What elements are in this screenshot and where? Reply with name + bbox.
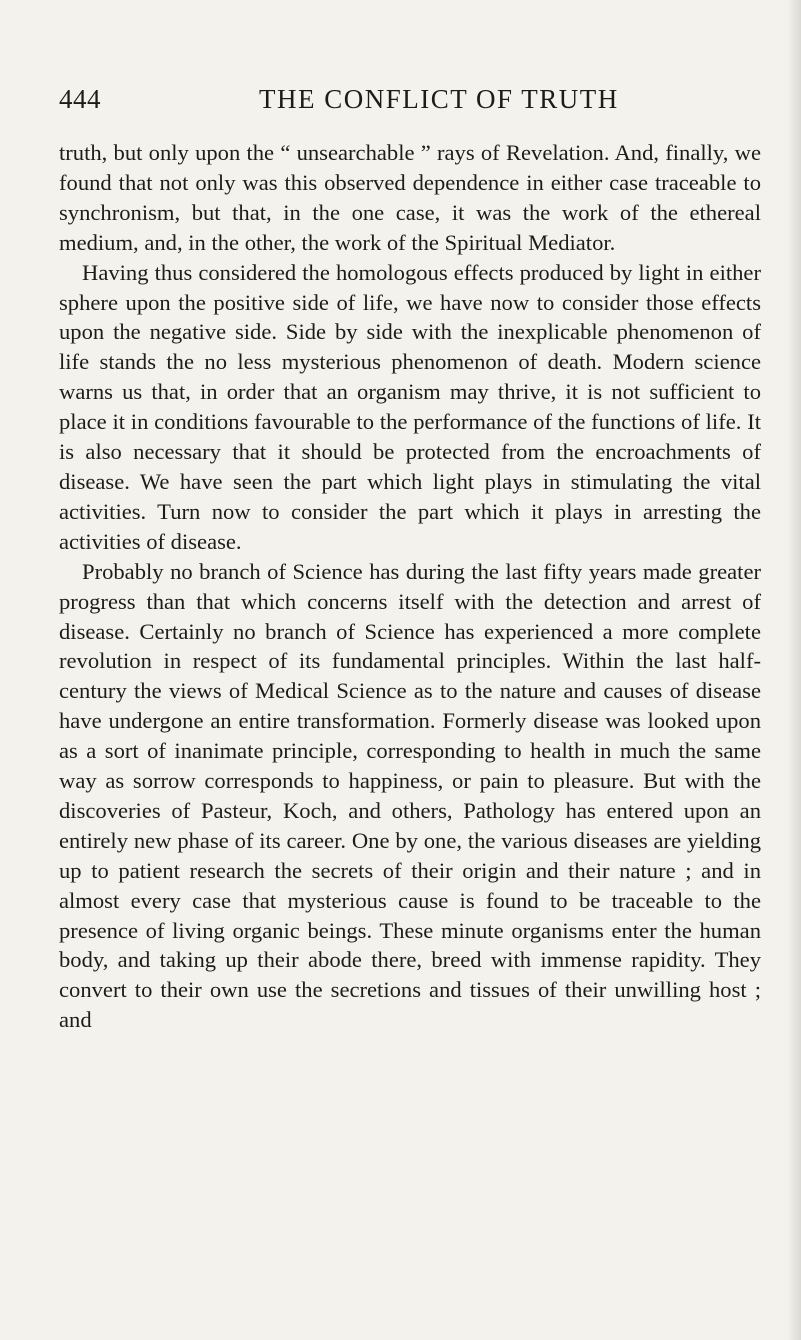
running-head: THE CONFLICT OF TRUTH [259,84,619,114]
page-header [59,84,761,120]
paragraph-1: truth, but only upon the “ unsearchable ” rays of Revelation. And, finally, we found that not only was this observed dependence in either case traceable to synchronism, but that, in the one case, it was the work of the ethereal medium, and, in the other, the work of the Spiritual Mediator. [59,140,761,255]
paragraph-3: Probably no branch of Science has during the last fifty years made greater progress than that which concerns itself with the detection and arrest of disease. Certainly no branch of Science has experienced a more complete revolution in respect of its fundamental principles. Within the last half-century the views of Medical Science as to the nature and causes of disease have undergone an entire transformation. Formerly disease was looked upon as a sort of inanimate principle, corresponding to health in much the same way as sorrow corresponds to happiness, or pain to pleasure. But with the discoveries of Pasteur, Koch, and others, Pathology has entered upon an entirely new phase of its career. One by one, the various diseases are yielding up to patient research the secrets of their origin and their nature ; and in almost every case that mysterious cause is found to be traceable to the presence of living organic beings. These minute organisms enter the human body, and taking up their abode there, breed with immense rapidity. They convert to their own use the secretions and tissues of their unwilling host ; and [59,558,761,1033]
body-text [59,138,761,1035]
page-number: 444 [59,84,101,114]
page-edge-shadow [787,0,801,1340]
paragraph-2: Having thus considered the homologous effects produced by light in either sphere upon the positive side of life, we have now to consider those effects upon the negative side. Side by side with the inexplicable phenomenon of life stands the no less mysterious phenomenon of death. Modern science warns us that, in order that an organism may thrive, it is not sufficient to place it in conditions favourable to the performance of the functions of life. It is also necessary that it should be protected from the encroachments of disease. We have seen the part which light plays in stimulating the vital activities. Turn now to consider the part which it plays in arresting the activities of disease. [59,259,761,554]
